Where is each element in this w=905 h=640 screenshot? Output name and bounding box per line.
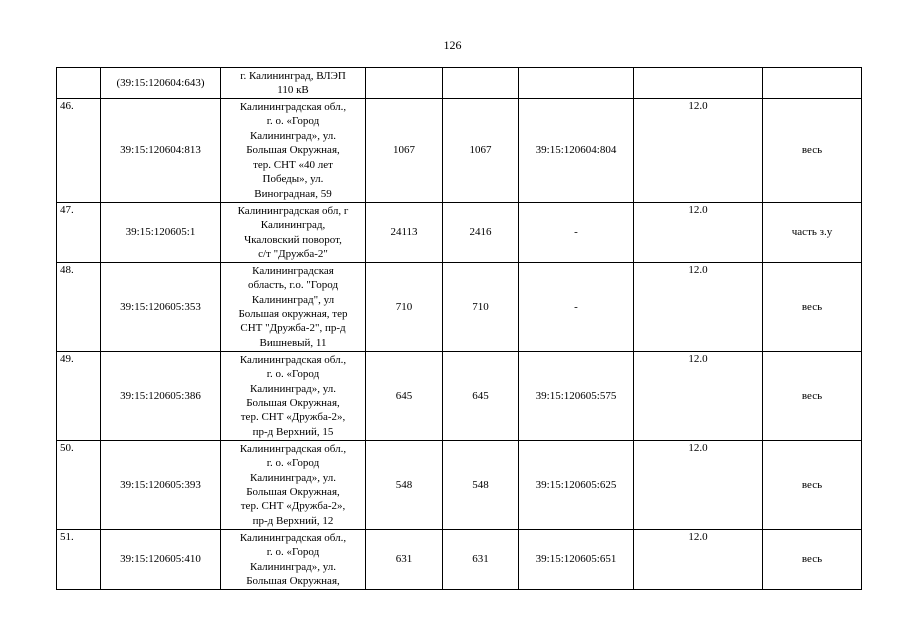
row-number-cell: 51. (57, 530, 101, 590)
address-line: область, г.о. "Город (247, 279, 339, 292)
address-line: Чкаловский поворот, (244, 233, 342, 246)
address-cell (221, 99, 366, 203)
table-row (57, 263, 862, 352)
address-line: Калининградская обл., (239, 101, 347, 114)
area-total-cell: 24113 (366, 203, 443, 263)
area-total-cell: 548 (366, 441, 443, 530)
related-cadastral-cell (519, 68, 634, 99)
area-total-cell: 1067 (366, 99, 443, 203)
cadastral-number-cell: 39:15:120605:410 (101, 530, 221, 590)
related-cadastral-cell: 39:15:120605:651 (519, 530, 634, 590)
area-used-cell: 548 (443, 441, 519, 530)
address-line: Калининградская (252, 264, 334, 277)
cadastral-number-cell: 39:15:120605:1 (101, 203, 221, 263)
page-number: 126 (443, 38, 462, 52)
parcel-table (56, 67, 862, 590)
height-cell: 12.0 (634, 263, 763, 352)
related-cadastral-cell: - (519, 203, 634, 263)
address-line: Калининградская обл., (239, 353, 347, 366)
height-cell (634, 68, 763, 99)
cadastral-number-cell: 39:15:120605:386 (101, 352, 221, 441)
address-line: СНТ "Дружба-2", пр-д (240, 322, 346, 335)
address-line: пр-д Верхний, 15 (252, 425, 334, 438)
address-line: Калининград», ул. (250, 471, 336, 484)
address-line: г. Калининград, ВЛЭП (240, 69, 346, 82)
area-used-cell: 710 (443, 263, 519, 352)
related-cadastral-cell: - (519, 263, 634, 352)
part-cell: весь (763, 530, 862, 590)
cadastral-number-cell: 39:15:120605:393 (101, 441, 221, 530)
address-line: пр-д Верхний, 12 (252, 514, 334, 527)
address-cell (221, 441, 366, 530)
address-cell (221, 263, 366, 352)
part-cell: весь (763, 441, 862, 530)
area-total-cell: 645 (366, 352, 443, 441)
area-used-cell: 645 (443, 352, 519, 441)
part-cell: весь (763, 99, 862, 203)
part-cell: весь (763, 263, 862, 352)
address-line: г. о. «Город (266, 457, 320, 470)
address-line: Большая окружная, тер (238, 308, 348, 320)
cadastral-number-cell: 39:15:120604:813 (101, 99, 221, 203)
table-row (57, 203, 862, 263)
related-cadastral-cell: 39:15:120604:804 (519, 99, 634, 203)
part-cell: часть з.у (763, 203, 862, 263)
part-cell (763, 68, 862, 99)
area-used-cell: 2416 (443, 203, 519, 263)
address-line: тер. СНТ «40 лет (253, 158, 333, 171)
height-cell: 12.0 (634, 99, 763, 203)
table-row (57, 99, 862, 203)
height-cell: 12.0 (634, 203, 763, 263)
area-used-cell: 1067 (443, 99, 519, 203)
row-number-cell: 50. (57, 441, 101, 530)
row-number-cell: 49. (57, 352, 101, 441)
address-line: 110 кВ (277, 84, 309, 96)
address-line: Калининград, (260, 219, 326, 232)
cadastral-number-cell: 39:15:120605:353 (101, 263, 221, 352)
address-line: Большая Окружная, (246, 574, 340, 587)
address-line: Победы», ул. (262, 173, 324, 186)
table-body (57, 68, 862, 590)
table-row (57, 352, 862, 441)
area-used-cell (443, 68, 519, 99)
address-line: тер. СНТ «Дружба-2», (240, 411, 346, 424)
address-line: г. о. «Город (266, 546, 320, 559)
address-line: Большая Окружная, (246, 144, 340, 157)
address-line: Виноградная, 59 (254, 187, 332, 200)
address-cell (221, 352, 366, 441)
table-row (57, 441, 862, 530)
address-line: тер. СНТ «Дружба-2», (240, 500, 346, 513)
related-cadastral-cell: 39:15:120605:575 (519, 352, 634, 441)
address-line: Большая Окружная, (246, 397, 340, 409)
address-cell (221, 203, 366, 263)
area-total-cell: 710 (366, 263, 443, 352)
address-cell (221, 68, 366, 99)
part-cell: весь (763, 352, 862, 441)
address-line: Вишневый, 11 (259, 336, 327, 349)
address-line: Калининградская обл., (239, 442, 347, 455)
address-line: Калининград", ул (251, 293, 335, 306)
height-cell: 12.0 (634, 441, 763, 530)
related-cadastral-cell: 39:15:120605:625 (519, 441, 634, 530)
address-line: с/т "Дружба-2" (258, 247, 328, 260)
height-cell: 12.0 (634, 530, 763, 590)
address-line: Калининградская обл, г (237, 204, 349, 217)
cadastral-number-cell: (39:15:120604:643) (101, 68, 221, 99)
address-line: Большая Окружная, (246, 486, 340, 498)
address-line: Калининград», ул. (250, 560, 336, 573)
row-number-cell (57, 68, 101, 99)
address-line: г. о. «Город (266, 368, 320, 381)
area-total-cell (366, 68, 443, 99)
address-cell (221, 530, 366, 590)
address-line: Калининград», ул. (250, 382, 336, 395)
table-row (57, 530, 862, 590)
address-line: Калининград», ул. (250, 129, 336, 142)
area-used-cell: 631 (443, 530, 519, 590)
address-line: Калининградская обл., (239, 531, 347, 544)
area-total-cell: 631 (366, 530, 443, 590)
address-line: г. о. «Город (266, 115, 320, 128)
table-row (57, 68, 862, 99)
row-number-cell: 46. (57, 99, 101, 203)
height-cell: 12.0 (634, 352, 763, 441)
row-number-cell: 47. (57, 203, 101, 263)
row-number-cell: 48. (57, 263, 101, 352)
